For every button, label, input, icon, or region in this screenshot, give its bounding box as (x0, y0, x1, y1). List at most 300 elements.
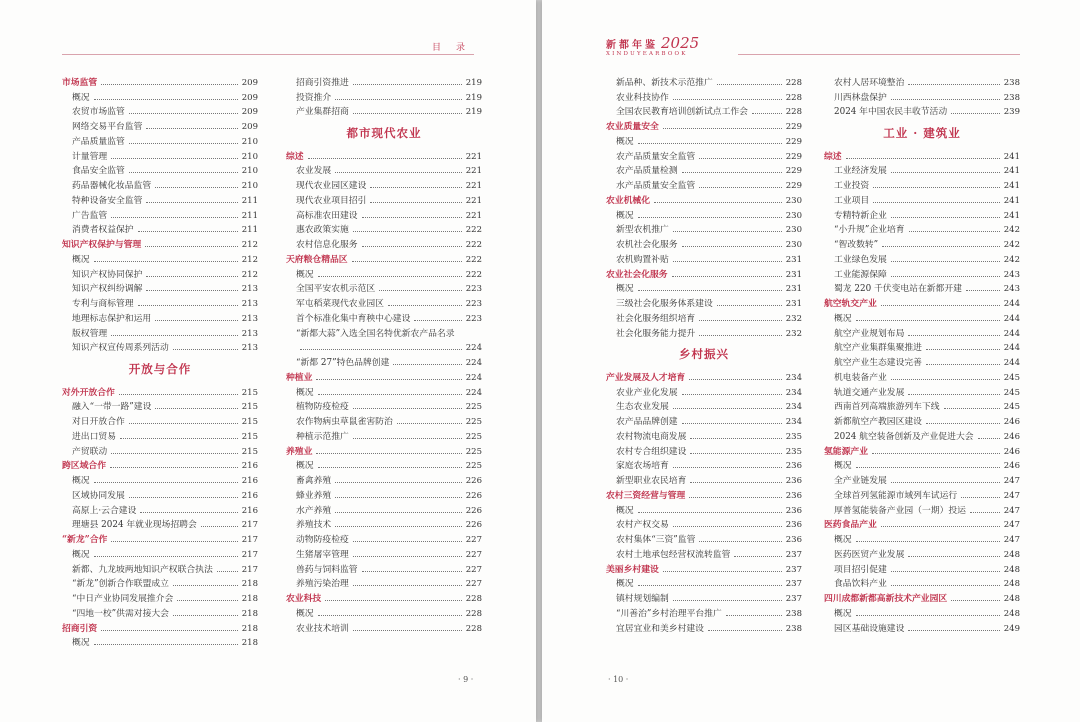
toc-page-number: 225 (465, 446, 482, 457)
toc-entry-title: 产业发展及人才培育 (606, 372, 686, 383)
toc-entry (286, 561, 482, 576)
toc-entry (606, 384, 802, 399)
toc-entry-title: 概况 (296, 269, 314, 280)
toc-page-number: 216 (241, 490, 258, 501)
toc-page-number: 215 (241, 446, 258, 457)
toc-entry (286, 517, 482, 532)
dot-leader (690, 482, 781, 483)
toc-entry-title: “川善治”乡村治理平台推广 (616, 608, 722, 619)
dot-leader (856, 541, 1000, 542)
toc-entry (606, 89, 802, 104)
dot-leader (300, 349, 462, 350)
dot-leader (335, 482, 462, 483)
toc-page-number: 224 (465, 343, 482, 354)
dot-leader (414, 320, 461, 321)
toc-entry-title: 投资推介 (296, 92, 332, 103)
toc-page-number: 244 (1003, 328, 1020, 339)
toc-page-number: 247 (1003, 505, 1020, 516)
toc-page-number: 222 (465, 254, 482, 265)
toc-page-number: 229 (785, 122, 802, 132)
toc-entry-title: 概况 (616, 284, 634, 295)
toc-entry-title: 农业技术培训 (296, 623, 349, 634)
toc-page-number: 215 (241, 431, 258, 442)
toc-page-number: 226 (465, 520, 482, 531)
toc-entry-title: 农产品质量安全监管 (616, 151, 696, 162)
toc-page-number: 228 (465, 608, 482, 619)
toc-entry (824, 236, 1020, 251)
toc-column-1 (606, 74, 802, 635)
toc-entry (606, 576, 802, 591)
toc-entry-title: 融入“一带一路”建设 (72, 402, 152, 413)
dot-leader (353, 84, 462, 85)
dot-leader (638, 143, 782, 144)
dot-leader (726, 615, 782, 616)
toc-page-number: 212 (241, 254, 258, 265)
dot-leader (94, 482, 238, 483)
dot-leader (370, 187, 461, 188)
toc-entry (62, 104, 258, 119)
toc-entry (824, 163, 1020, 178)
toc-entry-title: 首个标准化集中育秧中心建设 (296, 313, 411, 324)
toc-entry-title: 新品种、新技术示范推广 (616, 77, 713, 88)
dot-leader (682, 246, 782, 247)
toc-entry (62, 502, 258, 517)
toc-entry (286, 236, 482, 251)
toc-entry-title: 高原上·云合建设 (72, 505, 137, 516)
dot-leader (734, 556, 781, 557)
toc-entry-title: 食品饮料产业 (834, 579, 887, 590)
toc-entry-title: 对日开放合作 (72, 417, 125, 427)
dot-leader (94, 644, 238, 645)
toc-entry-title: 种植业 (286, 372, 313, 383)
dot-leader (318, 394, 462, 395)
dot-leader (362, 246, 462, 247)
toc-page-number: 218 (241, 579, 258, 590)
toc-page-number: 227 (465, 535, 482, 545)
toc-entry (606, 428, 802, 443)
toc-entry-title: 招商引资 (62, 623, 98, 634)
dot-leader (94, 99, 238, 100)
toc-category (824, 590, 1020, 605)
toc-entry-title: 天府粮仓精品区 (286, 254, 348, 265)
toc-entry-title: 概况 (616, 210, 634, 221)
toc-entry-title: 全产业链发展 (834, 476, 887, 486)
toc-page-number: 211 (241, 195, 258, 206)
toc-entry-title: 2024 年中国农民丰收节活动 (834, 107, 948, 118)
toc-entry (824, 281, 1020, 296)
toc-entry (606, 399, 802, 414)
dot-leader (129, 423, 238, 424)
toc-entry (606, 546, 802, 561)
toc-entry-title: 药品器械化妆品监管 (72, 181, 152, 191)
toc-page-number: 218 (241, 638, 258, 649)
toc-page-number: 238 (1003, 92, 1020, 103)
toc-page-number: 210 (241, 151, 258, 162)
toc-entry (606, 443, 802, 458)
dot-leader (891, 585, 1000, 586)
dot-leader (379, 290, 462, 291)
yearbook-logo (606, 34, 699, 52)
section-heading-text: 都市现代农业 (346, 126, 422, 140)
toc-entry (62, 413, 258, 428)
toc-entry-title: 对外开放合作 (62, 387, 115, 398)
toc-page-number: 244 (1003, 358, 1020, 368)
toc-entry (824, 620, 1020, 635)
left-page (0, 0, 536, 722)
dot-leader (673, 526, 782, 527)
dot-leader (891, 482, 1000, 483)
dot-leader (101, 630, 238, 631)
toc-page-number: 248 (1003, 564, 1020, 575)
toc-entry (824, 207, 1020, 222)
toc-page-number: 236 (785, 505, 802, 516)
dot-leader (638, 512, 782, 513)
toc-entry-title: 进出口贸易 (72, 431, 116, 442)
toc-category (62, 458, 258, 473)
toc-page-number: 219 (465, 77, 482, 88)
toc-entry (824, 74, 1020, 89)
dot-leader (699, 187, 782, 188)
toc-entry-title: 农业产业化发展 (616, 387, 678, 398)
dot-leader (397, 423, 462, 424)
toc-entry (286, 458, 482, 473)
toc-entry-title: 综述 (286, 151, 304, 162)
dot-leader (966, 290, 1000, 291)
dot-leader (362, 571, 462, 572)
dot-leader (94, 261, 238, 262)
toc-entry-title: “智改数转” (834, 240, 879, 250)
toc-page-number: 229 (785, 136, 802, 147)
toc-entry-title: 蜂业养殖 (296, 490, 332, 501)
toc-entry (62, 546, 258, 561)
toc-entry-title: 家庭农场培育 (616, 461, 669, 472)
toc-page-number: 218 (241, 594, 258, 604)
toc-entry-title: “新都大蒜”入选全国名特优新农产品名录 (296, 328, 455, 339)
toc-entry-title: “小升规”企业培育 (834, 225, 905, 236)
dot-leader (699, 158, 782, 159)
toc-entry (62, 118, 258, 133)
toc-page-number: 246 (1003, 446, 1020, 457)
dot-leader (370, 202, 461, 203)
toc-page-number: 248 (1003, 594, 1020, 604)
toc-entry-title: 蜀龙 220 千伏变电站在新都开建 (834, 284, 962, 295)
dot-leader (663, 571, 782, 572)
toc-page-number: 246 (1003, 417, 1020, 427)
toc-category (286, 148, 482, 163)
toc-entry-title: 概况 (72, 638, 90, 649)
toc-entry-title: 工业能源保障 (834, 269, 887, 280)
toc-entry (824, 413, 1020, 428)
dot-leader (926, 423, 1000, 424)
toc-page-number: 238 (785, 608, 802, 619)
toc-entry (606, 222, 802, 237)
dot-leader (951, 113, 1000, 114)
dot-leader (908, 394, 999, 395)
toc-entry-title: 新都航空产教园区建设 (834, 417, 922, 427)
toc-page-number: 227 (465, 579, 482, 590)
toc-entry (62, 133, 258, 148)
toc-entry (824, 605, 1020, 620)
toc-entry (824, 561, 1020, 576)
dot-leader (689, 497, 782, 498)
dot-leader (682, 172, 782, 173)
toc-entry-title: 概况 (72, 92, 90, 103)
dot-leader (308, 158, 462, 159)
dot-leader (146, 128, 237, 129)
dot-leader (891, 217, 1000, 218)
toc-column-1 (62, 74, 258, 649)
toc-entry (286, 576, 482, 591)
toc-page-number: 221 (465, 210, 482, 221)
dot-leader (119, 394, 238, 395)
toc-category (286, 590, 482, 605)
toc-column-2 (286, 74, 482, 635)
toc-entry (606, 148, 802, 163)
dot-leader (155, 187, 238, 188)
toc-entry (606, 310, 802, 325)
toc-entry (606, 531, 802, 546)
toc-entry (286, 222, 482, 237)
toc-entry (286, 89, 482, 104)
toc-entry (824, 104, 1020, 119)
toc-category (62, 384, 258, 399)
toc-entry-title: 农作物病虫草鼠雀害防治 (296, 417, 393, 427)
dot-leader (856, 615, 1000, 616)
dot-leader (881, 526, 1000, 527)
toc-page-number: 226 (465, 490, 482, 501)
toc-entry-title: 农村土地承包经营权流转监管 (616, 549, 731, 560)
toc-page-number: 223 (465, 313, 482, 324)
toc-entry-title: 概况 (296, 461, 314, 472)
toc-page-number: 235 (785, 431, 802, 442)
toc-entry (824, 251, 1020, 266)
toc-entry-title: 专利与商标管理 (72, 299, 134, 309)
toc-entry (824, 531, 1020, 546)
toc-entry-title: 专精特新企业 (834, 210, 887, 221)
toc-entry-title: 概况 (296, 387, 314, 398)
dot-leader (673, 467, 782, 468)
toc-entry (824, 222, 1020, 237)
toc-entry-title: 食品安全监管 (72, 166, 125, 177)
toc-entry-title: 招商引资推进 (296, 77, 349, 88)
toc-category (606, 266, 802, 281)
dot-leader (335, 497, 462, 498)
toc-entry-title: 项目招引促建 (834, 564, 887, 575)
toc-entry-title: 医药食品产业 (824, 520, 877, 531)
toc-page-number: 221 (465, 166, 482, 177)
toc-entry (62, 310, 258, 325)
toc-page-number: 222 (465, 240, 482, 250)
toc-page-number: 215 (241, 417, 258, 427)
toc-page-number: 241 (1003, 181, 1020, 191)
toc-category (62, 531, 258, 546)
toc-entry (286, 177, 482, 192)
toc-entry (606, 458, 802, 473)
toc-entry-title: 2024 航空装备创新及产业促进大会 (834, 431, 974, 442)
dot-leader (335, 512, 462, 513)
toc-entry (286, 207, 482, 222)
toc-entry (286, 354, 482, 369)
toc-page-number: 245 (1003, 372, 1020, 383)
toc-entry (62, 148, 258, 163)
dot-leader (908, 335, 999, 336)
dot-leader (872, 453, 1000, 454)
dot-leader (682, 423, 782, 424)
toc-category (606, 369, 802, 384)
toc-entry-title: 计量管理 (72, 151, 108, 162)
dot-leader (717, 84, 782, 85)
toc-entry-title: 水产品质量安全监管 (616, 181, 696, 191)
toc-entry (824, 546, 1020, 561)
toc-entry-title: 全国农民教育培训创新试点工作会 (616, 107, 748, 118)
toc-page-number: 225 (465, 417, 482, 427)
toc-entry-title: 工业项目 (834, 195, 870, 206)
toc-entry-title: 农村专合组织建设 (616, 446, 687, 457)
toc-entry (286, 399, 482, 414)
toc-page-number: 225 (465, 461, 482, 472)
toc-entry (286, 472, 482, 487)
toc-entry-title: 社会化服务组织培育 (616, 313, 696, 324)
dot-leader (353, 113, 462, 114)
toc-entry-title: 概况 (616, 505, 634, 516)
toc-page-number: 245 (1003, 402, 1020, 413)
toc-page-number: 242 (1003, 240, 1020, 250)
dot-leader (120, 438, 238, 439)
toc-entry (606, 281, 802, 296)
dot-leader (201, 526, 238, 527)
toc-entry-title: 消费者权益保护 (72, 225, 134, 236)
toc-entry (824, 369, 1020, 384)
toc-entry (286, 340, 482, 355)
toc-page-number: 226 (465, 505, 482, 516)
dot-leader (111, 541, 237, 542)
dot-leader (146, 276, 237, 277)
toc-entry (606, 74, 802, 89)
toc-page-number: 247 (1003, 535, 1020, 545)
toc-entry (824, 384, 1020, 399)
toc-page-number: 228 (465, 623, 482, 634)
dot-leader (173, 349, 238, 350)
toc-entry-title: 全球首列氢能源市域列车试运行 (834, 490, 958, 501)
toc-page-number: 217 (241, 564, 258, 575)
toc-page-number: 245 (1003, 387, 1020, 398)
dot-leader (138, 231, 238, 232)
toc-entry (286, 295, 482, 310)
toc-entry-title: 广告监管 (72, 210, 108, 221)
toc-page-number: 242 (1003, 254, 1020, 265)
toc-page-number: 213 (241, 343, 258, 354)
toc-entry (62, 251, 258, 266)
toc-entry (286, 266, 482, 281)
toc-entry-title: 产贸联动 (72, 446, 108, 457)
toc-entry-title: 水产养殖 (296, 505, 332, 516)
toc-entry (62, 177, 258, 192)
toc-page-number: 228 (465, 594, 482, 604)
toc-page-number: 210 (241, 166, 258, 177)
dot-leader (129, 497, 238, 498)
toc-entry-title: 军屯稻菜现代农业园区 (296, 299, 384, 309)
dot-leader (654, 202, 782, 203)
toc-entry-title: 概况 (616, 579, 634, 590)
toc-entry (62, 443, 258, 458)
toc-category (286, 369, 482, 384)
toc-entry (824, 458, 1020, 473)
dot-leader (699, 335, 782, 336)
toc-page-number: 223 (465, 299, 482, 309)
dot-leader (908, 630, 999, 631)
dot-leader (891, 172, 1000, 173)
toc-entry-title: 种植示范推广 (296, 431, 349, 442)
toc-entry (62, 635, 258, 650)
toc-page-number: 217 (241, 520, 258, 531)
toc-category (606, 487, 802, 502)
section-heading (286, 118, 482, 148)
dot-leader (318, 276, 462, 277)
dot-leader (881, 305, 1000, 306)
toc-entry-title: 农业发展 (296, 166, 332, 177)
toc-page-number: 234 (785, 372, 802, 383)
dot-leader (173, 615, 238, 616)
toc-entry-title: 农业质量安全 (606, 122, 659, 132)
dot-leader (699, 541, 781, 542)
toc-category (606, 192, 802, 207)
toc-entry (286, 192, 482, 207)
dot-leader (891, 571, 1000, 572)
dot-leader (682, 394, 782, 395)
toc-page-number: 213 (241, 313, 258, 324)
dot-leader (638, 290, 782, 291)
toc-page-number: 224 (465, 372, 482, 383)
toc-entry-title: 西南首列高端旅游列车下线 (834, 402, 940, 413)
toc-entry (62, 487, 258, 502)
toc-page-number: 224 (465, 358, 482, 368)
toc-entry (824, 310, 1020, 325)
toc-page-number: 246 (1003, 431, 1020, 442)
toc-entry-title: “中日产业协同发展推介会 (72, 594, 174, 604)
toc-entry (62, 222, 258, 237)
dot-leader (325, 600, 462, 601)
toc-page-number: 231 (785, 284, 802, 295)
toc-page-number: 221 (465, 195, 482, 206)
toc-entry (62, 207, 258, 222)
toc-page-number: 231 (785, 299, 802, 309)
dot-leader (129, 143, 238, 144)
toc-page-number: 249 (1003, 623, 1020, 634)
toc-page-number: 248 (1003, 608, 1020, 619)
toc-entry-title: 概况 (296, 608, 314, 619)
toc-category (824, 517, 1020, 532)
header-rule (62, 54, 474, 55)
toc-page-number: 230 (785, 240, 802, 250)
logo-year: 2025 (661, 34, 700, 52)
toc-page-number: 221 (465, 151, 482, 162)
toc-entry (286, 413, 482, 428)
section-heading (62, 354, 258, 384)
toc-entry-title: 现代农业项目招引 (296, 195, 367, 206)
toc-entry-title: 地理标志保护和运用 (72, 313, 152, 324)
toc-entry (62, 281, 258, 296)
dot-leader (673, 600, 782, 601)
toc-entry (62, 340, 258, 355)
toc-page-number: 218 (241, 608, 258, 619)
logo-subtitle: XINDUYEARBOOK (606, 51, 688, 57)
toc-entry (62, 399, 258, 414)
toc-entry-title: 氢能源产业 (824, 446, 868, 457)
toc-page-number: 229 (785, 151, 802, 162)
toc-entry-title: 四川成都新都高新技术产业园区 (824, 594, 948, 604)
toc-entry (62, 605, 258, 620)
dot-leader (873, 187, 1000, 188)
